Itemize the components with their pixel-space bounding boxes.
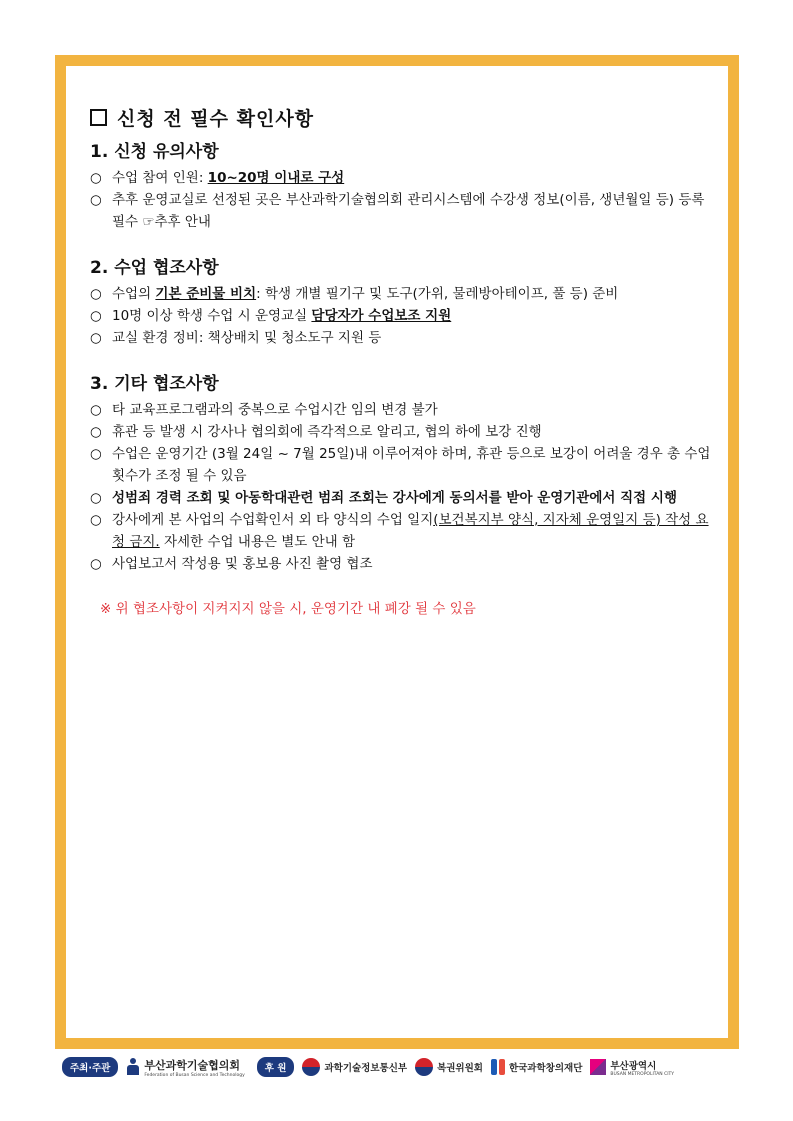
list-item: ○ 추후 운영교실로 선정된 곳은 부산과학기술협의회 관리시스템에 수강생 정보(이름, 생년월일 등) 등록 필수 ☞추후 안내 xyxy=(90,192,705,230)
page-inner xyxy=(66,66,728,1038)
page-frame xyxy=(55,55,739,1049)
warning-note: ※ 위 협조사항이 지켜지지 않을 시, 운영기간 내 폐강 될 수 있음 xyxy=(100,601,476,617)
sponsor-busan: 부산광역시 BUSAN METROPOLITAN CITY xyxy=(590,1058,674,1077)
list-item: ○ 10명 이상 학생 수업 시 운영교실 담당자가 수업보조 지원 xyxy=(90,308,452,324)
section-heading: 2. 수업 협조사항 xyxy=(90,258,219,278)
busan-logo-icon xyxy=(590,1059,606,1075)
list-item: ○ 성범죄 경력 조회 및 아동학대관련 범죄 조회는 강사에게 동의서를 받아 운영기관에서 직접 시행 xyxy=(90,490,677,506)
list-item: ○ 수업의 기본 준비물 비치: 학생 개별 필기구 및 도구(가위, 물레방아테이프, 풀 등) 준비 xyxy=(90,286,619,302)
checkbox-icon xyxy=(90,109,107,126)
section-heading: 3. 기타 협조사항 xyxy=(90,374,219,394)
list-item: ○ 수업은 운영기간 (3월 24일 ~ 7월 25일)내 이루어져야 하며, 휴관 등으로 보강이 어려울 경우 총 수업횟수가 조정 될 수 있음 xyxy=(90,446,711,484)
taeguk-icon xyxy=(415,1058,433,1076)
content xyxy=(90,104,718,617)
list-item: ○ 교실 환경 정비: 책상배치 및 청소도구 지원 등 xyxy=(90,330,382,346)
host-label: 주최·주관 xyxy=(62,1057,118,1077)
person-logo-icon xyxy=(126,1058,140,1076)
list-item: ○ 타 교육프로그램과의 중복으로 수업시간 임의 변경 불가 xyxy=(90,402,438,418)
section-1 xyxy=(90,137,718,233)
section-2 xyxy=(90,253,718,349)
sponsor-msit: 과학기술정보통신부 xyxy=(302,1058,407,1076)
page-title: 신청 전 필수 확인사항 xyxy=(90,104,718,131)
section-heading: 1. 신청 유의사항 xyxy=(90,142,219,162)
host-logo xyxy=(126,1057,244,1078)
host-org-name: 부산과학기술협의회 xyxy=(144,1058,240,1072)
support-label: 후 원 xyxy=(257,1057,295,1077)
sponsor-kofac: 한국과학창의재단 xyxy=(491,1059,582,1075)
list-item: ○ 수업 참여 인원: 10~20명 이내로 구성 xyxy=(90,170,345,186)
sponsor-lottery: 복권위원회 xyxy=(415,1058,483,1076)
kofac-logo-icon xyxy=(491,1059,497,1075)
footer xyxy=(62,1053,734,1081)
list-item: ○ 사업보고서 작성용 및 홍보용 사진 촬영 협조 xyxy=(90,556,373,572)
list-item: ○ 휴관 등 발생 시 강사나 협의회에 즉각적으로 알리고, 협의 하에 보강 진행 xyxy=(90,424,542,440)
host-org-en: Federation of Busan Science and Technology xyxy=(144,1072,245,1078)
taeguk-icon xyxy=(302,1058,320,1076)
section-3 xyxy=(90,369,718,575)
list-item: ○ 강사에게 본 사업의 수업확인서 외 타 양식의 수업 일지(보건복지부 양식, 지자체 운영일지 등) 작성 요청 금지. 자세한 수업 내용은 별도 안내 함 xyxy=(90,512,709,550)
